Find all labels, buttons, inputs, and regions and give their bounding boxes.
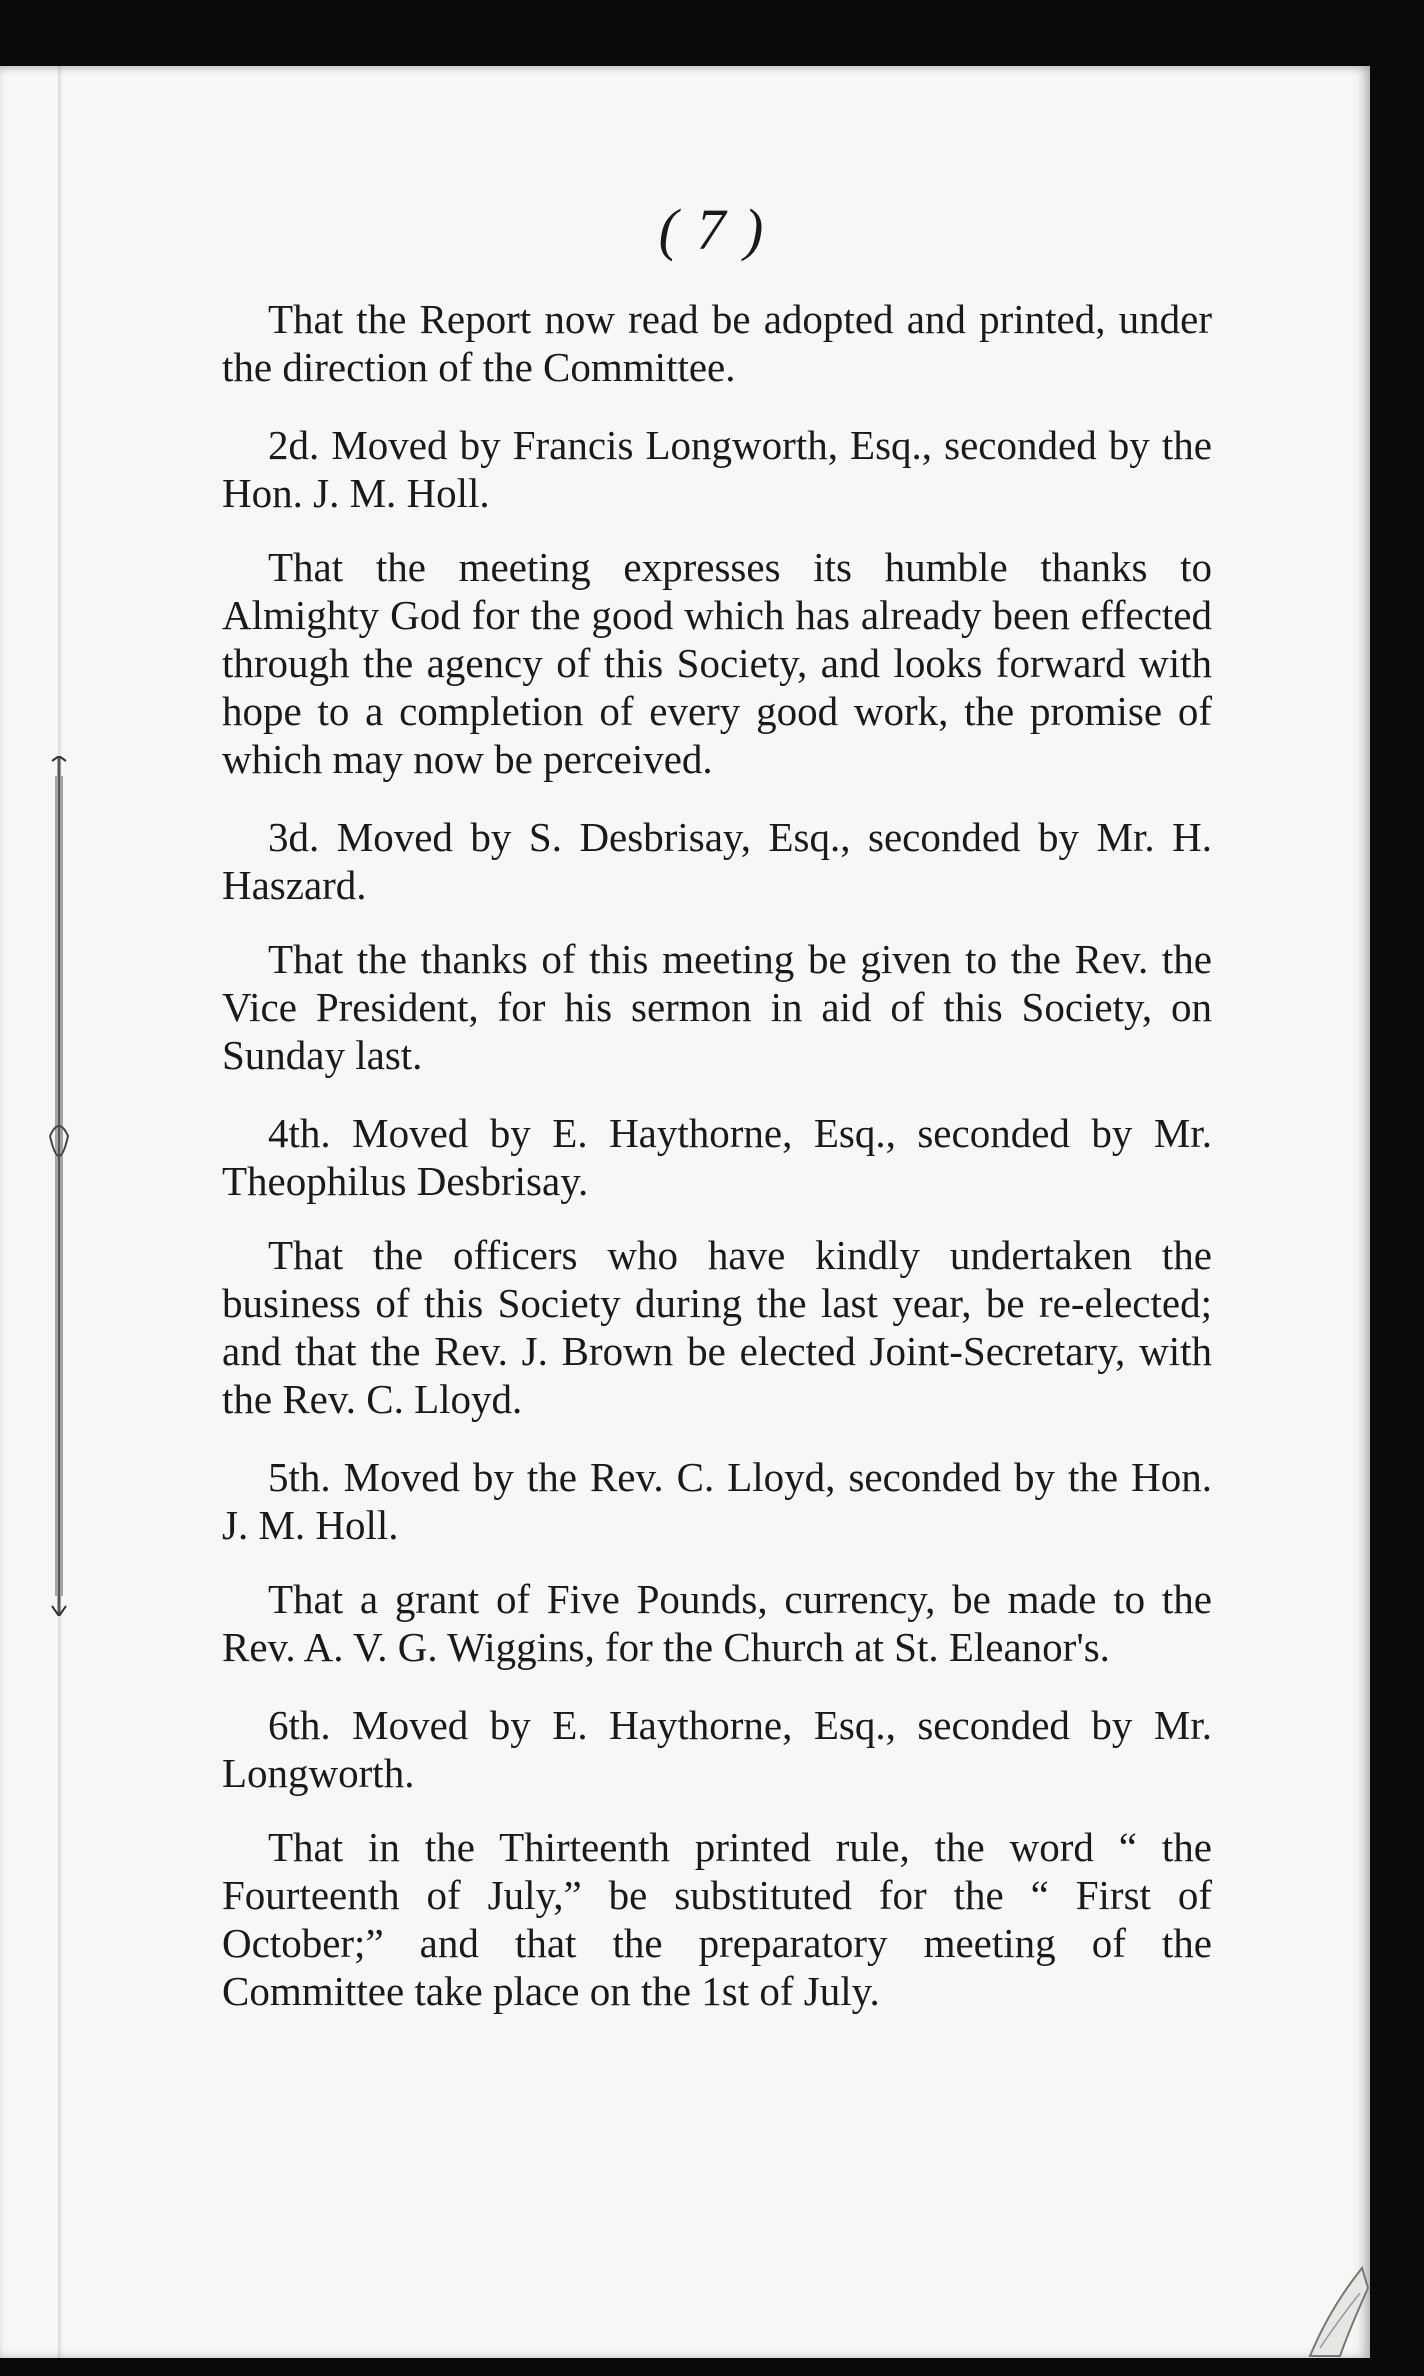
binding-thread-graphic (48, 756, 70, 1616)
motion-paragraph: 6th. Moved by E. Haythorne, Esq., seconded by Mr. Longworth. (222, 1702, 1212, 1796)
motion-paragraph: 5th. Moved by the Rev. C. Lloyd, seconded by the Hon. J. M. Holl. (222, 1454, 1212, 1548)
resolution-paragraph: That the meeting expresses its humble thanks to Almighty God for the good which has already been effected through the agency of this Society, and looks forward with hope to a completion of every good work, the promise of which may now be perceived. (222, 544, 1212, 782)
resolution-paragraph: That the Report now read be adopted and printed, under the direction of the Committee. (222, 296, 1212, 390)
page-corner-curl-graphic (1300, 2248, 1370, 2358)
page-number: ( 7 ) (658, 197, 766, 262)
motion-paragraph: 3d. Moved by S. Desbrisay, Esq., seconded by Mr. H. Haszard. (222, 814, 1212, 908)
resolution-paragraph: That the officers who have kindly undertaken the business of this Society during the last year, be re-elected; and that the Rev. J. Brown be elected Joint-Secretary, with the Rev. C. Lloyd. (222, 1232, 1212, 1422)
motion-paragraph: 4th. Moved by E. Haythorne, Esq., seconded by Mr. Theophilus Desbrisay. (222, 1110, 1212, 1204)
resolution-paragraph: That a grant of Five Pounds, currency, be made to the Rev. A. V. G. Wiggins, for the Church at St. Eleanor's. (222, 1576, 1212, 1670)
resolution-paragraph: That the thanks of this meeting be given to the Rev. the Vice President, for his sermon in aid of this Society, on Sunday last. (222, 936, 1212, 1078)
resolution-paragraph: That in the Thirteenth printed rule, the word “ the Fourteenth of July,” be substituted for the “ First of October;” and that the preparatory meeting of the Committee take place on the 1st of July. (222, 1824, 1212, 2014)
page-body (222, 295, 1212, 2045)
motion-paragraph: 2d. Moved by Francis Longworth, Esq., seconded by the Hon. J. M. Holl. (222, 422, 1212, 516)
